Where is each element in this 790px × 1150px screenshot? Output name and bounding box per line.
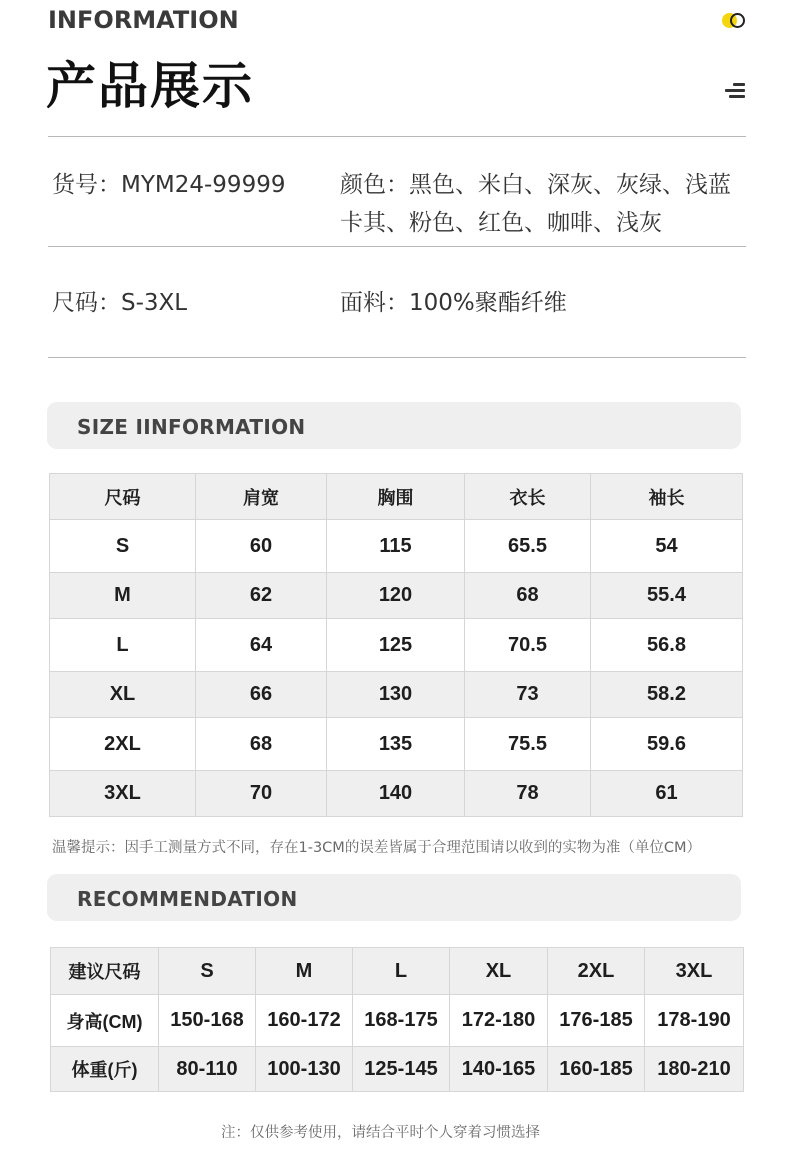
table-cell: 68: [196, 718, 327, 771]
header-cell: XL: [450, 948, 548, 995]
table-cell: 180-210: [645, 1047, 744, 1092]
row-label: 体重(斤): [51, 1047, 159, 1092]
table-cell: 75.5: [465, 718, 591, 771]
table-cell: 62: [196, 573, 327, 619]
header-cell: 袖长: [591, 474, 743, 520]
table-cell: M: [50, 573, 196, 619]
ring-dot-icon: [730, 13, 745, 28]
table-cell: 68: [465, 573, 591, 619]
table-cell: XL: [50, 672, 196, 718]
table-cell: 168-175: [353, 995, 450, 1047]
table-cell: 120: [327, 573, 465, 619]
header-cell: M: [256, 948, 353, 995]
table-cell: 160-172: [256, 995, 353, 1047]
table-cell: 178-190: [645, 995, 744, 1047]
table-cell: 176-185: [548, 995, 645, 1047]
divider: [48, 136, 746, 137]
table-cell: 54: [591, 520, 743, 573]
table-row: [50, 771, 743, 817]
table-cell: 140-165: [450, 1047, 548, 1092]
table-cell: 56.8: [591, 619, 743, 672]
header-cell: 尺码: [50, 474, 196, 520]
table-cell: 61: [591, 771, 743, 817]
table-row: [50, 619, 743, 672]
header-cell: 建议尺码: [51, 948, 159, 995]
table-cell: 55.4: [591, 573, 743, 619]
table-cell: 115: [327, 520, 465, 573]
divider: [48, 357, 746, 358]
colors-text-line1: 颜色：黑色、米白、深灰、灰绿、浅蓝: [340, 172, 731, 198]
table-cell: 58.2: [591, 672, 743, 718]
brand-dots-icon: [722, 12, 746, 30]
table-row: [51, 995, 744, 1047]
table-cell: 60: [196, 520, 327, 573]
table-row: [51, 1047, 744, 1092]
table-cell: 78: [465, 771, 591, 817]
header-cell: 2XL: [548, 948, 645, 995]
table-cell: 3XL: [50, 771, 196, 817]
table-header-row: [50, 474, 743, 520]
table-cell: 125: [327, 619, 465, 672]
section-label: INFORMATION: [48, 6, 239, 34]
table-cell: 80-110: [159, 1047, 256, 1092]
header-cell: L: [353, 948, 450, 995]
table-cell: 73: [465, 672, 591, 718]
colors-text-line2: 卡其、粉色、红色、咖啡、浅灰: [340, 210, 662, 236]
table-cell: 100-130: [256, 1047, 353, 1092]
recommendation-section-title: RECOMMENDATION: [77, 887, 298, 911]
divider: [48, 246, 746, 247]
table-cell: 70: [196, 771, 327, 817]
table-cell: 125-145: [353, 1047, 450, 1092]
size-section-header: [47, 402, 741, 449]
size-section-title: SIZE IINFORMATION: [77, 415, 306, 439]
table-cell: L: [50, 619, 196, 672]
recommendation-table: [50, 947, 744, 1092]
recommendation-note: 注：仅供参考使用，请结合平时个人穿着习惯选择: [221, 1125, 540, 1141]
table-cell: 160-185: [548, 1047, 645, 1092]
fabric-text: 面料：100%聚酯纤维: [340, 290, 567, 316]
table-cell: 70.5: [465, 619, 591, 672]
header-cell: 3XL: [645, 948, 744, 995]
table-header-row: [51, 948, 744, 995]
table-cell: 59.6: [591, 718, 743, 771]
size-table: [49, 473, 743, 817]
measurement-note: 温馨提示：因手工测量方式不同，存在1-3CM的误差皆属于合理范围请以收到的实物为准（单位CM）: [52, 840, 701, 856]
table-row: [50, 672, 743, 718]
table-cell: 130: [327, 672, 465, 718]
table-row: [50, 520, 743, 573]
header-cell: 肩宽: [196, 474, 327, 520]
table-cell: 172-180: [450, 995, 548, 1047]
row-label: 身高(CM): [51, 995, 159, 1047]
sku-text: 货号：MYM24-99999: [52, 172, 286, 198]
table-cell: 66: [196, 672, 327, 718]
size-range-text: 尺码：S-3XL: [52, 290, 188, 316]
menu-icon[interactable]: [725, 83, 745, 99]
table-cell: 140: [327, 771, 465, 817]
table-cell: 135: [327, 718, 465, 771]
table-row: [50, 573, 743, 619]
page-title: 产品展示: [46, 57, 254, 115]
table-cell: 150-168: [159, 995, 256, 1047]
table-row: [50, 718, 743, 771]
header-cell: 胸围: [327, 474, 465, 520]
table-cell: 65.5: [465, 520, 591, 573]
table-cell: 2XL: [50, 718, 196, 771]
header-cell: 衣长: [465, 474, 591, 520]
recommendation-section-header: [47, 874, 741, 921]
table-cell: S: [50, 520, 196, 573]
table-cell: 64: [196, 619, 327, 672]
header-cell: S: [159, 948, 256, 995]
